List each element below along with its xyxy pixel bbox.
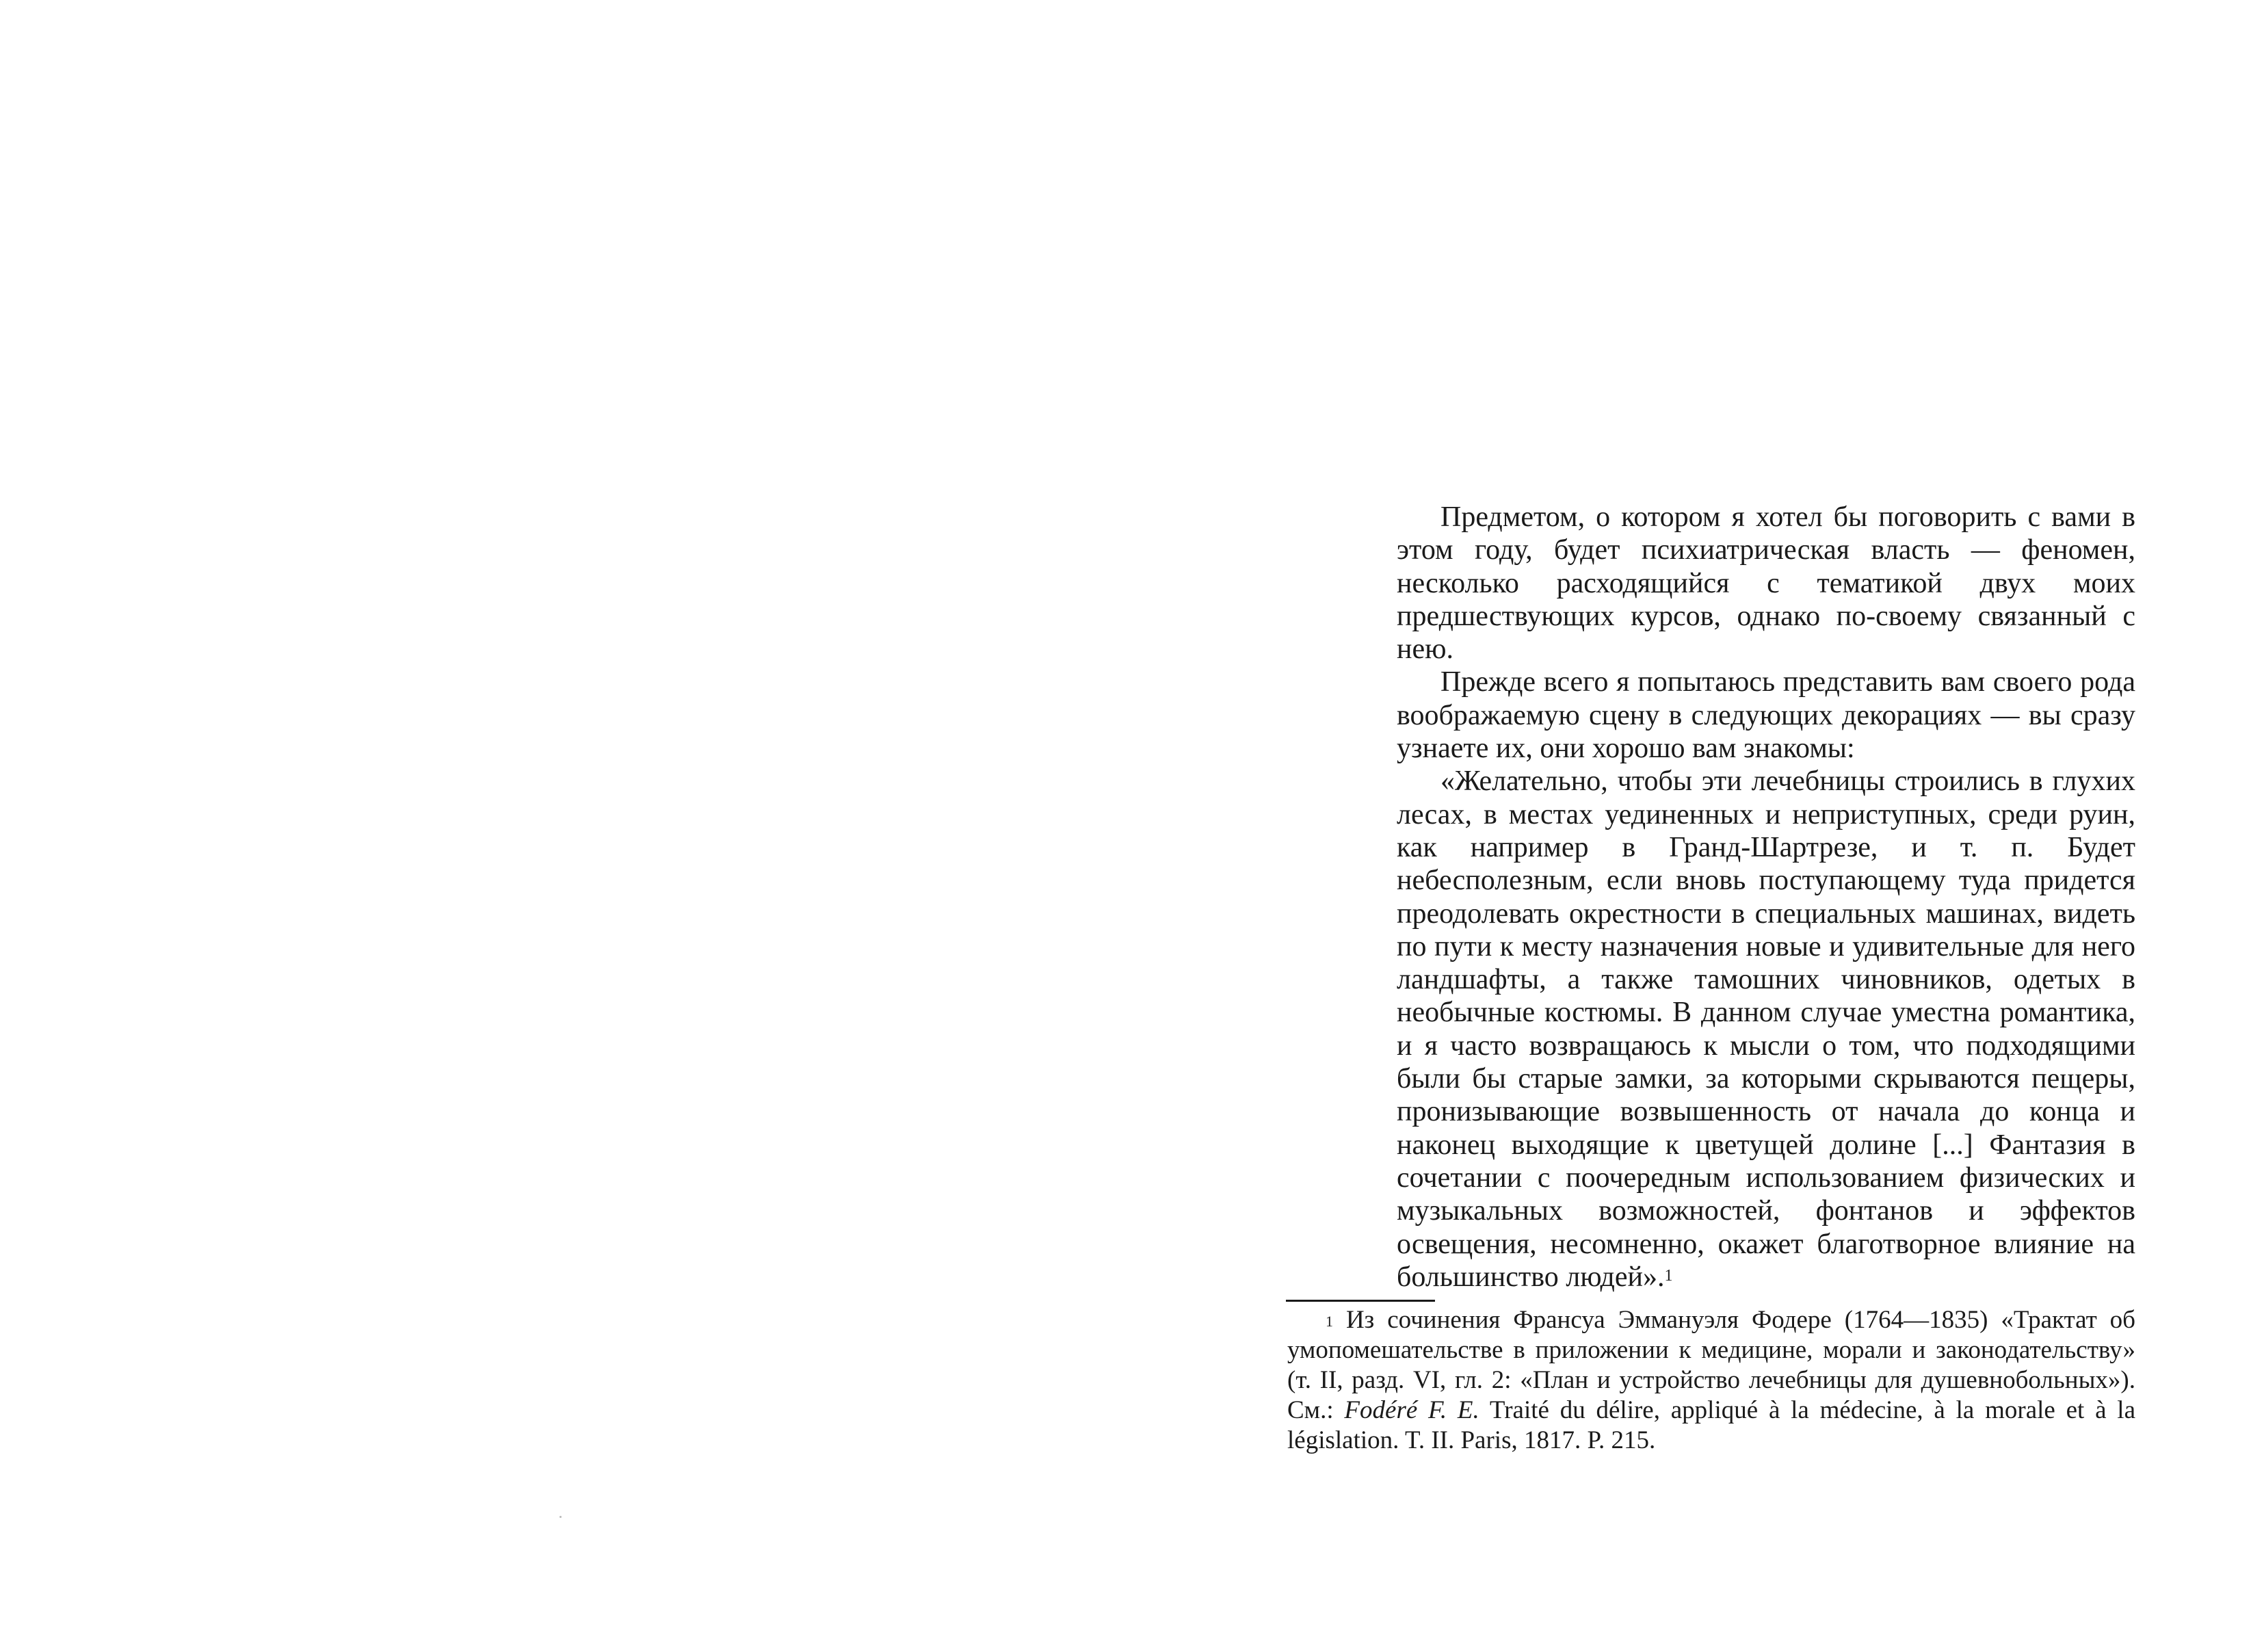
paragraph-3-quote: [1397, 765, 2135, 1294]
footnote-text-after: Traité du délire, appliqué à la médecine, à la morale et à la législation. T. II. Paris, 1817. P. 215.: [1287, 1396, 2136, 1454]
paragraph-2: Прежде всего я попытаюсь представить вам своего рода воображаемую сцену в следующих декорациях — вы сразу узнаете их, они хорошо вам знакомы:: [1397, 666, 2135, 765]
paragraph-1: Предметом, о котором я хотел бы поговорить с вами в этом году, будет психиатрическая власть — феномен, несколько расходящийся с тематикой двух моих предшествующих курсов, однако по-своему связанный с нею.: [1397, 501, 2135, 666]
scan-speck: [560, 1516, 562, 1518]
main-text-block: [1397, 501, 2135, 1294]
footnote-divider: [1286, 1300, 1435, 1302]
quote-text: «Желательно, чтобы эти лечебницы строились в глухих лесах, в местах уединенных и неприступных, среди руин, как например в Гранд-Шартрезе, и т. п. Будет небесполезным, если вновь поступающему туда придется преодолевать окрестности в специальных машинах, видеть по пути к месту назначения новые и удивительные для него ландшафты, а также тамошних чиновников, одетых в необычные костюмы. В данном случае уместна романтика, и я часто возвращаюсь к мысли о том, что подходящими были бы старые замки, за которыми скрываются пещеры, пронизывающие возвышенность от начала до конца и наконец выходящие к цветущей долине [...] Фантазия в сочетании с поочередным использованием физических и музыкальных возможностей, фонтанов и эффектов освещения, несомненно, окажет благотворное влияние на большинство людей».: [1397, 765, 2135, 1293]
footnote: [1287, 1305, 2135, 1456]
footnote-text-before: Из сочинения Франсуа Эммануэля Фодере (1764—1835) «Трактат об умопомешательстве в приложении к медицине, морали и законодательству» (т. II, разд. VI, гл. 2: «План и устройство лечебницы для душевнобольных»). См.:: [1287, 1306, 2135, 1424]
footnote-reference[interactable]: 1: [1664, 1266, 1673, 1285]
footnote-author: Fodéré F. E.: [1344, 1396, 1479, 1424]
footnote-number: 1: [1326, 1313, 1333, 1330]
